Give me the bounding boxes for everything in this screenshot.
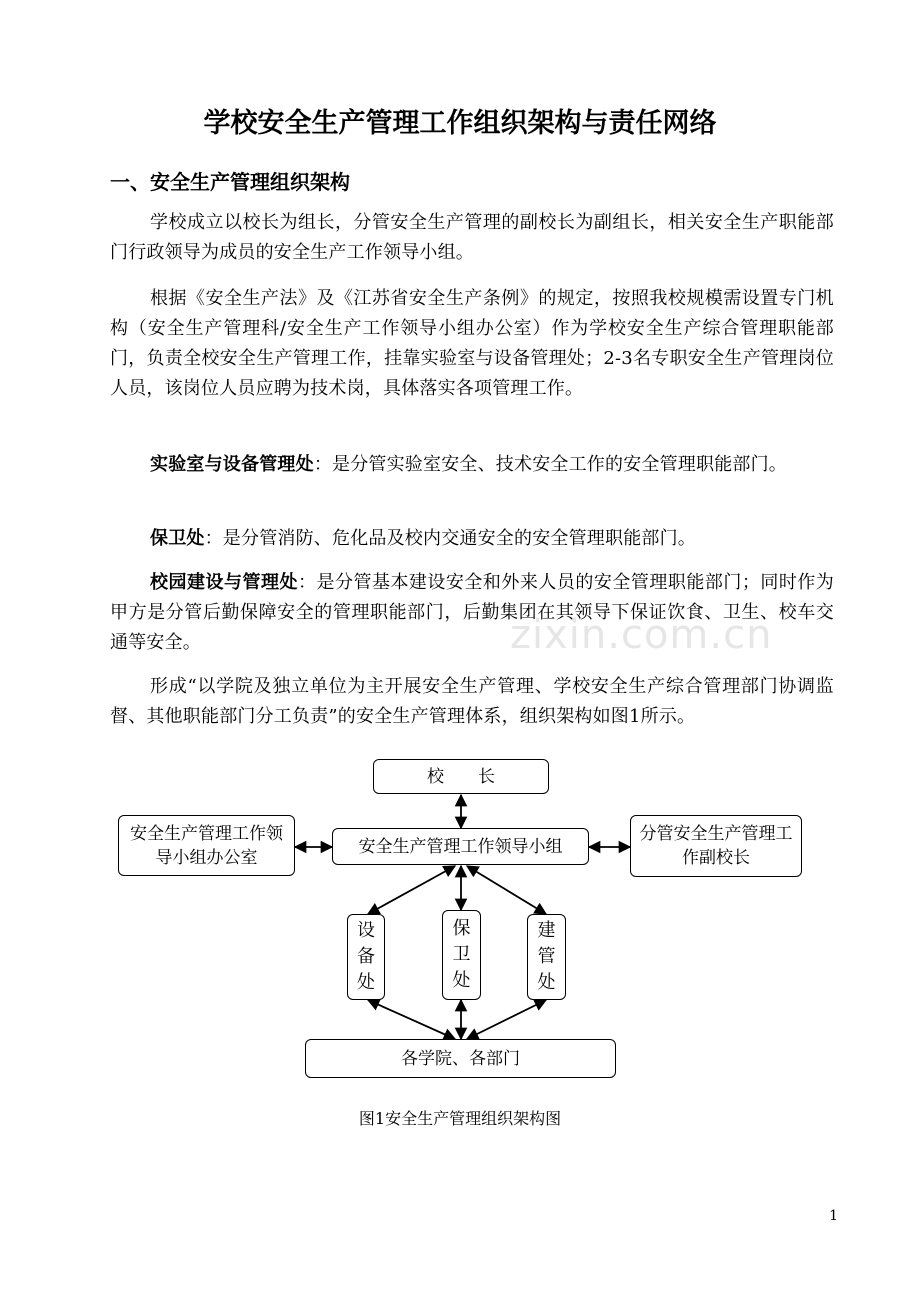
construction-dept-box <box>527 914 566 1000</box>
figure-caption: 图1安全生产管理组织架构图 <box>358 1109 562 1128</box>
security-dept-box <box>442 910 481 1000</box>
dept-desc-construction: ：是分管基本建设安全和外来人员的安全管理职能部门；同时作为甲方是分管后勤保障安全的管理职能部门，后勤集团在其领导下保证饮食、卫生、校车交通等安全。 <box>110 572 835 653</box>
arrow-group-equipment <box>368 866 455 914</box>
page-title: 学校安全生产管理工作组织架构与责任网络 <box>203 108 717 139</box>
colleges-box: 各学院、各部门 <box>305 1039 616 1078</box>
construction-dept-label: 建管处 <box>537 920 556 993</box>
principal-box: 校 长 <box>373 759 549 794</box>
dept-name-lab: 实验室与设备管理处 <box>150 454 314 475</box>
watermark: zixin.com.cn <box>510 612 773 658</box>
dept-name-construction: 校园建设与管理处 <box>150 572 298 593</box>
paragraph-closing: 形成“以学院及独立单位为主开展安全生产管理、学校安全生产综合管理部门协调监督、其他职能部门分工负责”的安全生产管理体系，组织架构如图1所示。 <box>110 676 834 727</box>
paragraph-leading-group: 学校成立以校长为组长，分管安全生产管理的副校长为副组长，相关安全生产职能部门行政领导为成员的安全生产工作领导小组。 <box>110 212 834 263</box>
section-heading: 一、安全生产管理组织架构 <box>110 170 350 194</box>
arrow-group-construction <box>467 866 546 914</box>
equipment-dept-label: 设备处 <box>357 920 375 993</box>
security-dept-label: 保卫处 <box>452 918 471 991</box>
dept-desc-security: ：是分管消防、危化品及校内交通安全的安全管理职能部门。 <box>204 528 697 549</box>
arrow-construction-colleges <box>467 1000 546 1039</box>
leading-group-box: 安全生产管理工作领导小组 <box>332 828 589 865</box>
equipment-dept-box <box>347 914 385 1000</box>
arrow-equipment-colleges <box>368 1000 455 1039</box>
office-box: 安全生产管理工作领导小组办公室 <box>118 815 295 876</box>
paragraph-regulation: 根据《安全生产法》及《江苏省安全生产条例》的规定，按照我校规模需设置专门机构（安全生产管理科/安全生产工作领导小组办公室）作为学校安全生产综合管理职能部门，负责全校安全生产管理工作，挂靠实验室与设备管理处；2-3名专职安全生产管理岗位人员，该岗位人员应聘为技术岗，具体落实各项管理工作。 <box>110 288 834 399</box>
dept-desc-lab: ：是分管实验室安全、技术安全工作的安全管理职能部门。 <box>313 454 788 475</box>
dept-name-security: 保卫处 <box>150 528 205 549</box>
page-number: 1 <box>829 1208 838 1224</box>
vice-principal-box: 分管安全生产管理工作副校长 <box>630 815 802 877</box>
